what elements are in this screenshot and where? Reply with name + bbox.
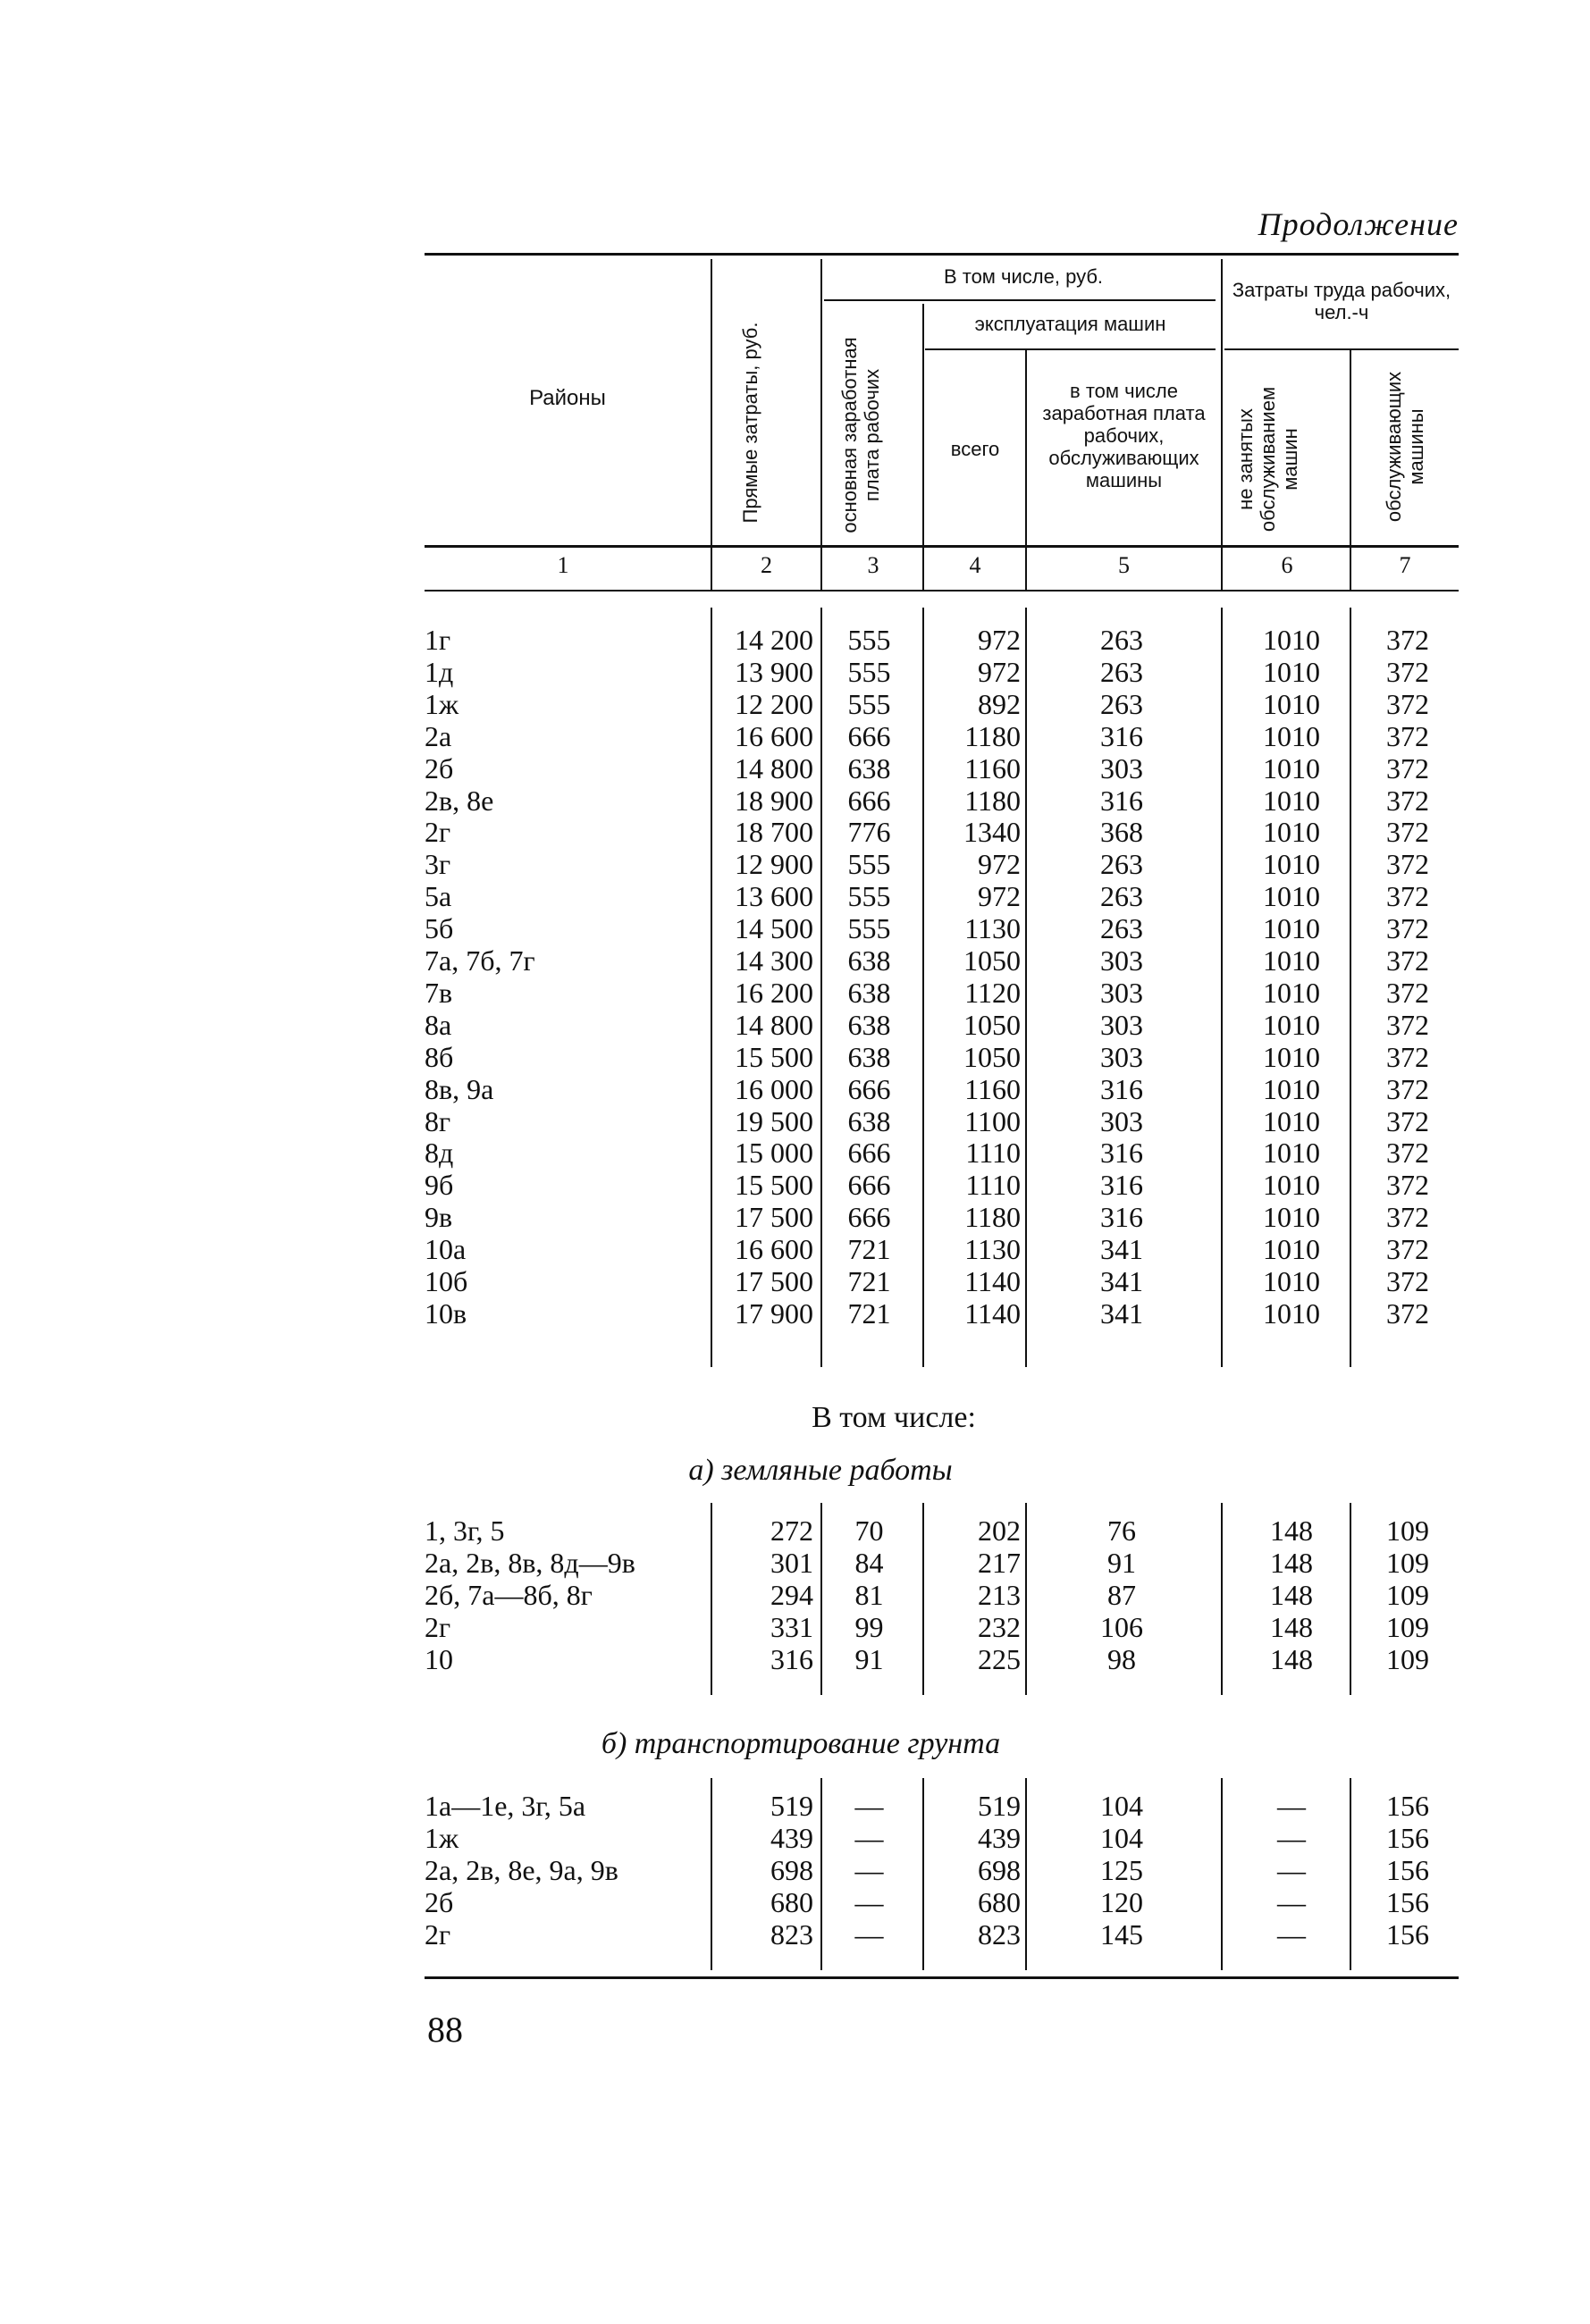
main-cell-machines-wage: 341: [1100, 1233, 1143, 1266]
main-cell-machines-wage: 303: [1100, 1104, 1143, 1137]
main-cell-labor-not-serving: 1010: [1263, 1040, 1320, 1073]
main-cell-machines-wage: 263: [1100, 912, 1143, 945]
transport-cell-labor-not-serving: —: [1277, 1790, 1306, 1822]
main-cell-machines-total: 1180: [964, 784, 1021, 817]
header-divider-3: [922, 304, 924, 590]
main-cell-labor-not-serving: 1010: [1263, 1104, 1320, 1137]
main-cell-base-wage: 776: [847, 816, 891, 849]
main-cell-region: 8в, 9а: [425, 1072, 494, 1105]
transport-cell-labor-serving: 156: [1386, 1790, 1429, 1822]
main-row: [0, 944, 1590, 977]
earthworks-cell-machines-total: 232: [978, 1611, 1021, 1643]
transport-cell-machines-total: 698: [978, 1854, 1021, 1886]
main-cell-machines-total: 972: [978, 848, 1021, 881]
main-cell-machines-wage: 303: [1100, 944, 1143, 977]
earthworks-row: [0, 1514, 1590, 1547]
earthworks-cell-direct-costs: 301: [770, 1547, 813, 1579]
main-cell-machines-total: 1180: [964, 719, 1021, 752]
main-row: [0, 880, 1590, 912]
earthworks-cell-labor-not-serving: 148: [1270, 1611, 1313, 1643]
main-cell-base-wage: 555: [847, 880, 891, 913]
earthworks-cell-labor-serving: 109: [1386, 1514, 1429, 1547]
colnum-5: 5: [1118, 552, 1130, 578]
page-number: 88: [427, 2009, 463, 2050]
main-cell-labor-not-serving: 1010: [1263, 1233, 1320, 1266]
main-cell-direct-costs: 14 800: [735, 751, 813, 784]
main-cell-direct-costs: 12 900: [735, 848, 813, 881]
main-cell-labor-serving: 372: [1386, 816, 1429, 849]
main-cell-base-wage: 666: [847, 1072, 891, 1105]
earthworks-cell-direct-costs: 316: [770, 1643, 813, 1675]
main-cell-base-wage: 721: [847, 1265, 891, 1297]
main-cell-labor-serving: 372: [1386, 1169, 1429, 1202]
main-cell-base-wage: 666: [847, 1137, 891, 1170]
earthworks-cell-machines-wage: 76: [1107, 1514, 1136, 1547]
main-cell-labor-serving: 372: [1386, 1072, 1429, 1105]
main-cell-labor-serving: 372: [1386, 1137, 1429, 1170]
main-cell-machines-total: 1110: [965, 1169, 1021, 1202]
header-regions: Районы: [529, 386, 606, 410]
main-cell-machines-total: 1110: [965, 1137, 1021, 1170]
main-row: [0, 1201, 1590, 1233]
main-row: [0, 752, 1590, 784]
main-cell-machines-total: 1120: [964, 976, 1021, 1009]
main-cell-base-wage: 555: [847, 687, 891, 720]
continuation-label: Продолжение: [1258, 206, 1459, 242]
main-row: [0, 816, 1590, 848]
section-earthworks-title: а) земляные работы: [688, 1454, 953, 1487]
transport-cell-machines-wage: 125: [1100, 1854, 1143, 1886]
header-machines-rule: [925, 348, 1216, 350]
earthworks-cell-labor-not-serving: 148: [1270, 1514, 1313, 1547]
main-row: [0, 912, 1590, 944]
main-cell-base-wage: 638: [847, 944, 891, 977]
colnum-6: 6: [1281, 552, 1293, 578]
main-cell-labor-not-serving: 1010: [1263, 1169, 1320, 1202]
earthworks-cell-labor-serving: 109: [1386, 1611, 1429, 1643]
main-cell-direct-costs: 15 500: [735, 1169, 813, 1202]
earthworks-cell-labor-serving: 109: [1386, 1579, 1429, 1611]
main-cell-machines-wage: 263: [1100, 655, 1143, 688]
earthworks-cell-labor-not-serving: 148: [1270, 1643, 1313, 1675]
main-cell-base-wage: 555: [847, 624, 891, 656]
main-cell-machines-total: 972: [978, 880, 1021, 913]
main-cell-region: 1г: [425, 624, 451, 656]
main-cell-labor-serving: 372: [1386, 912, 1429, 945]
main-cell-labor-serving: 372: [1386, 1265, 1429, 1297]
main-cell-base-wage: 721: [847, 1233, 891, 1266]
main-cell-labor-not-serving: 1010: [1263, 751, 1320, 784]
main-cell-labor-not-serving: 1010: [1263, 1296, 1320, 1330]
transport-row: [0, 1886, 1590, 1918]
main-cell-direct-costs: 13 900: [735, 655, 813, 688]
earthworks-cell-labor-not-serving: 148: [1270, 1579, 1313, 1611]
earthworks-cell-direct-costs: 331: [770, 1611, 813, 1643]
main-cell-labor-serving: 372: [1386, 1296, 1429, 1330]
main-cell-machines-wage: 303: [1100, 1040, 1143, 1073]
transport-cell-machines-wage: 145: [1100, 1918, 1143, 1951]
header-labor-rule: [1224, 348, 1459, 350]
main-cell-direct-costs: 16 200: [735, 976, 813, 1009]
main-cell-labor-serving: 372: [1386, 1040, 1429, 1073]
earthworks-cell-base-wage: 81: [854, 1579, 884, 1611]
main-cell-region: 5б: [425, 912, 454, 945]
main-cell-region: 10б: [425, 1265, 468, 1297]
main-cell-machines-total: 1100: [964, 1104, 1021, 1137]
transport-cell-direct-costs: 439: [770, 1822, 813, 1854]
main-cell-labor-not-serving: 1010: [1263, 624, 1320, 656]
main-cell-machines-total: 1140: [964, 1265, 1021, 1297]
main-cell-machines-total: 1140: [964, 1296, 1021, 1330]
main-cell-direct-costs: 14 300: [735, 944, 813, 977]
transport-cell-region: 2г: [425, 1918, 451, 1951]
main-cell-machines-wage: 341: [1100, 1265, 1143, 1297]
main-cell-labor-not-serving: 1010: [1263, 719, 1320, 752]
main-cell-region: 8б: [425, 1040, 454, 1073]
main-cell-machines-wage: 303: [1100, 976, 1143, 1009]
earthworks-cell-labor-serving: 109: [1386, 1547, 1429, 1579]
main-cell-machines-wage: 263: [1100, 687, 1143, 720]
main-cell-direct-costs: 16 600: [735, 1233, 813, 1266]
main-cell-region: 8а: [425, 1008, 452, 1041]
transport-cell-labor-not-serving: —: [1277, 1854, 1306, 1886]
main-cell-machines-total: 1160: [964, 751, 1021, 784]
main-cell-labor-not-serving: 1010: [1263, 1072, 1320, 1105]
main-row: [0, 1009, 1590, 1041]
main-cell-base-wage: 666: [847, 784, 891, 817]
main-row: [0, 977, 1590, 1009]
main-row: [0, 720, 1590, 752]
main-cell-region: 3г: [425, 848, 451, 881]
colnum-7: 7: [1399, 552, 1411, 578]
transport-row: [0, 1918, 1590, 1951]
transport-cell-direct-costs: 698: [770, 1854, 813, 1886]
main-row: [0, 1105, 1590, 1137]
header-direct-costs: Прямые затраты, руб.: [739, 322, 761, 524]
header-divider-2: [820, 259, 822, 590]
main-row: [0, 1169, 1590, 1201]
section-including: В том числе:: [812, 1401, 976, 1434]
transport-cell-base-wage: —: [854, 1790, 884, 1822]
main-cell-base-wage: 638: [847, 1104, 891, 1137]
main-cell-direct-costs: 15 000: [735, 1137, 813, 1170]
main-cell-machines-total: 972: [978, 624, 1021, 656]
transport-cell-region: 2б: [425, 1886, 454, 1918]
main-cell-machines-total: 1130: [964, 912, 1021, 945]
main-row: [0, 1297, 1590, 1330]
transport-cell-labor-serving: 156: [1386, 1886, 1429, 1918]
main-cell-machines-wage: 316: [1100, 1201, 1143, 1234]
main-cell-direct-costs: 16 600: [735, 719, 813, 752]
main-cell-labor-serving: 372: [1386, 1201, 1429, 1234]
earthworks-cell-base-wage: 70: [854, 1514, 884, 1547]
main-cell-machines-total: 1050: [963, 1040, 1021, 1073]
header-total: всего: [950, 438, 1000, 460]
main-cell-region: 2а: [425, 719, 452, 752]
colnum-rule: [425, 590, 1459, 591]
main-cell-labor-not-serving: 1010: [1263, 976, 1320, 1009]
main-cell-direct-costs: 13 600: [735, 880, 813, 913]
main-cell-base-wage: 555: [847, 655, 891, 688]
main-cell-labor-serving: 372: [1386, 784, 1429, 817]
transport-cell-region: 1а—1е, 3г, 5а: [425, 1790, 586, 1822]
main-cell-region: 9б: [425, 1169, 454, 1202]
main-cell-region: 10а: [425, 1233, 467, 1266]
main-cell-base-wage: 555: [847, 848, 891, 881]
transport-cell-base-wage: —: [854, 1854, 884, 1886]
table-end-rule: [425, 1976, 1459, 1979]
earthworks-cell-base-wage: 91: [854, 1643, 884, 1675]
earthworks-cell-region: 2а, 2в, 8в, 8д—9в: [425, 1547, 635, 1579]
transport-row: [0, 1822, 1590, 1854]
main-cell-labor-not-serving: 1010: [1263, 1137, 1320, 1170]
transport-cell-base-wage: —: [854, 1822, 884, 1854]
main-row: [0, 624, 1590, 656]
main-cell-region: 2г: [425, 816, 451, 849]
main-cell-region: 9в: [425, 1201, 453, 1234]
section-transport-title: б) транспортирование грунта: [601, 1727, 1001, 1760]
main-row: [0, 656, 1590, 688]
header-divider-5: [1221, 259, 1223, 590]
main-cell-base-wage: 638: [847, 1040, 891, 1073]
main-cell-region: 5а: [425, 880, 452, 913]
transport-cell-labor-serving: 156: [1386, 1822, 1429, 1854]
colnum-1: 1: [557, 552, 569, 578]
main-cell-direct-costs: 18 900: [735, 784, 813, 817]
colnum-2: 2: [761, 552, 772, 578]
main-cell-labor-serving: 372: [1386, 624, 1429, 656]
main-cell-labor-serving: 372: [1386, 1233, 1429, 1266]
earthworks-cell-direct-costs: 294: [770, 1579, 813, 1611]
main-cell-labor-serving: 372: [1386, 1008, 1429, 1041]
main-cell-machines-wage: 263: [1100, 848, 1143, 881]
main-cell-labor-not-serving: 1010: [1263, 784, 1320, 817]
main-cell-machines-total: 1160: [964, 1072, 1021, 1105]
transport-cell-labor-not-serving: —: [1277, 1822, 1306, 1854]
transport-cell-machines-wage: 120: [1100, 1886, 1143, 1918]
earthworks-cell-machines-wage: 91: [1107, 1547, 1136, 1579]
earthworks-cell-labor-not-serving: 148: [1270, 1547, 1313, 1579]
main-row: [0, 848, 1590, 880]
main-cell-region: 7а, 7б, 7г: [425, 944, 535, 977]
earthworks-cell-region: 2г: [425, 1611, 451, 1643]
main-cell-base-wage: 666: [847, 1169, 891, 1202]
transport-cell-labor-serving: 156: [1386, 1918, 1429, 1951]
main-cell-base-wage: 666: [847, 719, 891, 752]
header-not-serving: не занятых обслуживанием машин: [1234, 386, 1301, 533]
main-cell-labor-serving: 372: [1386, 880, 1429, 913]
main-row: [0, 1041, 1590, 1073]
main-cell-base-wage: 666: [847, 1201, 891, 1234]
transport-cell-labor-serving: 156: [1386, 1854, 1429, 1886]
earthworks-cell-machines-total: 202: [978, 1514, 1021, 1547]
header-labor-group: Затраты труда рабочих, чел.-ч: [1232, 279, 1451, 323]
transport-cell-direct-costs: 680: [770, 1886, 813, 1918]
main-cell-direct-costs: 14 500: [735, 912, 813, 945]
earthworks-row: [0, 1547, 1590, 1579]
main-cell-machines-total: 1340: [963, 816, 1021, 849]
transport-cell-labor-not-serving: —: [1277, 1918, 1306, 1951]
main-cell-machines-wage: 263: [1100, 624, 1143, 656]
main-cell-machines-total: 892: [978, 687, 1021, 720]
main-cell-base-wage: 721: [847, 1296, 891, 1330]
main-cell-labor-serving: 372: [1386, 751, 1429, 784]
earthworks-row: [0, 1579, 1590, 1611]
earthworks-cell-direct-costs: 272: [770, 1514, 813, 1547]
transport-cell-region: 1ж: [425, 1822, 459, 1854]
main-cell-machines-wage: 263: [1100, 880, 1143, 913]
earthworks-row: [0, 1611, 1590, 1643]
main-cell-base-wage: 638: [847, 1008, 891, 1041]
earthworks-cell-machines-wage: 87: [1107, 1579, 1136, 1611]
main-cell-labor-not-serving: 1010: [1263, 655, 1320, 688]
earthworks-cell-region: 2б, 7а—8б, 8г: [425, 1579, 593, 1611]
transport-cell-machines-wage: 104: [1100, 1822, 1143, 1854]
main-cell-direct-costs: 19 500: [735, 1104, 813, 1137]
transport-cell-labor-not-serving: —: [1277, 1886, 1306, 1918]
transport-cell-base-wage: —: [854, 1918, 884, 1951]
main-cell-region: 2в, 8е: [425, 784, 494, 817]
main-cell-base-wage: 555: [847, 912, 891, 945]
header-top-rule: [425, 253, 1459, 256]
main-cell-machines-total: 1180: [964, 1201, 1021, 1234]
transport-cell-direct-costs: 519: [770, 1790, 813, 1822]
header-serving: обслуживающих машины: [1383, 371, 1427, 523]
main-row: [0, 1137, 1590, 1169]
main-cell-machines-wage: 316: [1100, 784, 1143, 817]
main-cell-labor-not-serving: 1010: [1263, 848, 1320, 881]
earthworks-cell-base-wage: 99: [854, 1611, 884, 1643]
main-cell-machines-wage: 316: [1100, 1169, 1143, 1202]
main-cell-machines-wage: 316: [1100, 1137, 1143, 1170]
transport-cell-machines-total: 439: [978, 1822, 1021, 1854]
main-cell-region: 7в: [425, 976, 453, 1009]
earthworks-cell-base-wage: 84: [854, 1547, 884, 1579]
colnum-3: 3: [867, 552, 879, 578]
main-cell-machines-wage: 303: [1100, 1008, 1143, 1041]
main-cell-machines-wage: 368: [1100, 816, 1143, 849]
main-cell-direct-costs: 18 700: [735, 816, 813, 849]
main-cell-labor-not-serving: 1010: [1263, 816, 1320, 849]
earthworks-row: [0, 1643, 1590, 1675]
main-cell-region: 8д: [425, 1137, 454, 1170]
earthworks-cell-machines-total: 217: [978, 1547, 1021, 1579]
header-incl-wage: в том числе заработная плата рабочих, обслуживающих машины: [1042, 380, 1206, 491]
header-incl-group: В том числе, руб.: [943, 265, 1104, 288]
transport-cell-machines-total: 823: [978, 1918, 1021, 1951]
earthworks-cell-region: 10: [425, 1643, 453, 1675]
main-cell-direct-costs: 17 500: [735, 1265, 813, 1297]
transport-cell-direct-costs: 823: [770, 1918, 813, 1951]
main-cell-direct-costs: 14 800: [735, 1008, 813, 1041]
main-cell-direct-costs: 17 900: [735, 1296, 813, 1330]
main-cell-region: 1д: [425, 655, 454, 688]
main-cell-labor-not-serving: 1010: [1263, 1265, 1320, 1297]
main-cell-labor-serving: 372: [1386, 719, 1429, 752]
main-row: [0, 1233, 1590, 1265]
main-cell-direct-costs: 15 500: [735, 1040, 813, 1073]
main-cell-labor-serving: 372: [1386, 944, 1429, 977]
transport-cell-region: 2а, 2в, 8е, 9а, 9в: [425, 1854, 618, 1886]
transport-cell-machines-total: 680: [978, 1886, 1021, 1918]
main-cell-region: 10в: [425, 1296, 467, 1330]
earthworks-cell-machines-wage: 106: [1100, 1611, 1143, 1643]
earthworks-cell-region: 1, 3г, 5: [425, 1514, 505, 1547]
main-cell-direct-costs: 17 500: [735, 1201, 813, 1234]
main-cell-machines-wage: 303: [1100, 751, 1143, 784]
main-row: [0, 1265, 1590, 1297]
main-row: [0, 688, 1590, 720]
main-cell-machines-total: 1050: [963, 1008, 1021, 1041]
main-cell-machines-wage: 316: [1100, 719, 1143, 752]
transport-row: [0, 1790, 1590, 1822]
main-cell-labor-not-serving: 1010: [1263, 1008, 1320, 1041]
earthworks-cell-machines-total: 225: [978, 1643, 1021, 1675]
main-row: [0, 1073, 1590, 1105]
main-cell-labor-not-serving: 1010: [1263, 880, 1320, 913]
transport-cell-machines-total: 519: [978, 1790, 1021, 1822]
main-cell-region: 1ж: [425, 687, 459, 720]
main-cell-labor-serving: 372: [1386, 976, 1429, 1009]
main-row: [0, 784, 1590, 817]
transport-cell-base-wage: —: [854, 1886, 884, 1918]
main-cell-direct-costs: 14 200: [735, 624, 813, 656]
main-cell-direct-costs: 16 000: [735, 1072, 813, 1105]
main-cell-region: 2б: [425, 751, 454, 784]
transport-cell-machines-wage: 104: [1100, 1790, 1143, 1822]
main-cell-region: 8г: [425, 1104, 451, 1137]
header-machines-group: эксплуатация машин: [974, 313, 1166, 335]
main-cell-machines-total: 1050: [963, 944, 1021, 977]
main-cell-machines-total: 1130: [964, 1233, 1021, 1266]
earthworks-cell-machines-wage: 98: [1107, 1643, 1136, 1675]
main-cell-labor-not-serving: 1010: [1263, 912, 1320, 945]
main-cell-machines-wage: 316: [1100, 1072, 1143, 1105]
main-cell-machines-total: 972: [978, 655, 1021, 688]
main-cell-base-wage: 638: [847, 751, 891, 784]
earthworks-cell-machines-total: 213: [978, 1579, 1021, 1611]
earthworks-cell-labor-serving: 109: [1386, 1643, 1429, 1675]
main-cell-direct-costs: 12 200: [735, 687, 813, 720]
main-cell-labor-serving: 372: [1386, 655, 1429, 688]
transport-row: [0, 1854, 1590, 1886]
main-cell-labor-not-serving: 1010: [1263, 944, 1320, 977]
colnum-4: 4: [969, 552, 981, 578]
header-divider-1: [711, 259, 712, 590]
header-group-rule: [824, 299, 1216, 301]
main-cell-labor-not-serving: 1010: [1263, 1201, 1320, 1234]
header-divider-4: [1025, 350, 1027, 590]
main-cell-labor-serving: 372: [1386, 1104, 1429, 1137]
main-cell-machines-wage: 341: [1100, 1296, 1143, 1330]
main-cell-labor-serving: 372: [1386, 687, 1429, 720]
main-cell-labor-not-serving: 1010: [1263, 687, 1320, 720]
main-cell-base-wage: 638: [847, 976, 891, 1009]
main-cell-labor-serving: 372: [1386, 848, 1429, 881]
header-base-wage: основная заработная плата рабочих: [838, 337, 883, 533]
